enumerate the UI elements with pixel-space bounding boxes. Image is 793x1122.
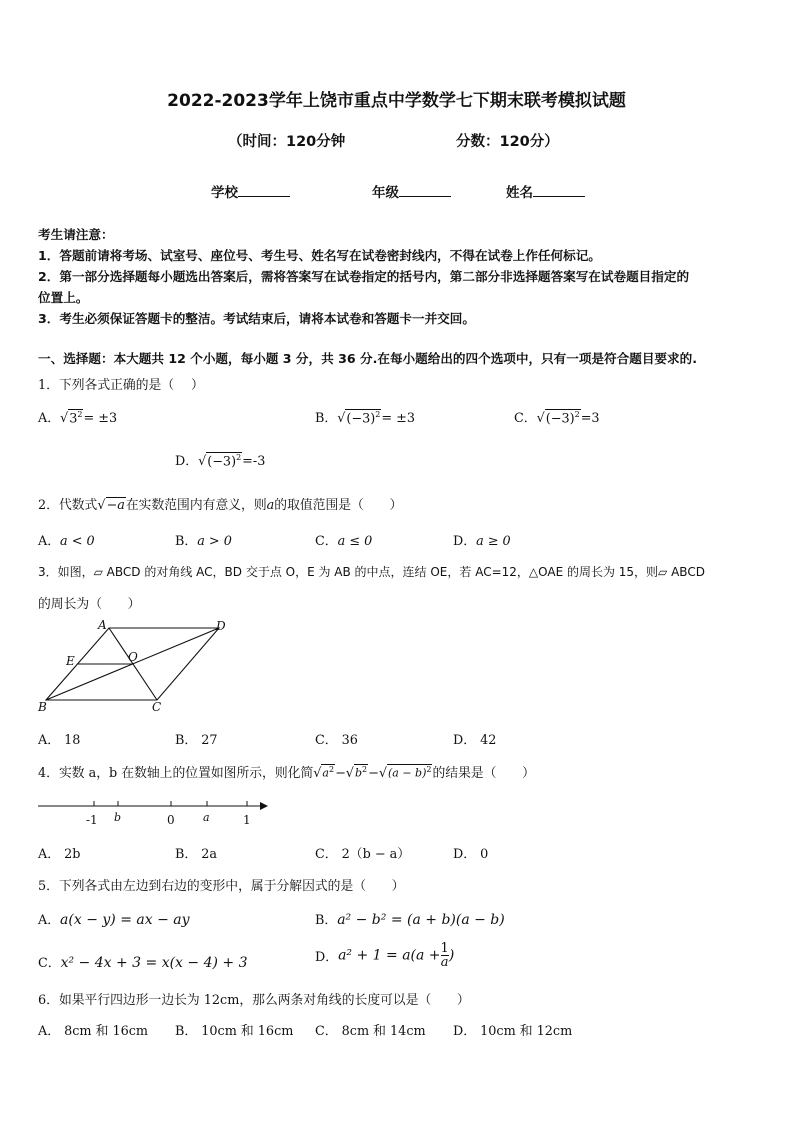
q3-stem-line-1: 3．如图，▱ ABCD 的对角线 AC，BD 交于点 O，E 为 AB 的中点，连结 OE，若 AC=12，△OAE 的周长为 15，则▱ ABCD [38,565,705,579]
tick-label-a: a [203,811,210,824]
q4-option-d[interactable]: D． 0 [453,847,489,862]
arrow-right-icon [260,802,268,810]
school-label: 学校 [211,185,238,201]
notice-heading: 考生请注意： [38,227,114,242]
label-o: O [128,650,138,664]
name-label: 姓名 [506,185,533,201]
label-c: C [152,700,162,714]
q1-option-d[interactable]: D．$√(-3)^2=-3$ [175,452,266,469]
q1-stem: 1．下列各式正确的是（ ） [38,378,204,393]
q1-option-c[interactable]: C．$√(-3)^2=3$ [514,409,600,426]
notice-line-2-cont: 位置上。 [38,290,89,305]
grade-field[interactable] [372,181,451,201]
q1-option-a[interactable]: A．$√3^2= \pm 3$ [38,409,118,426]
label-e: E [66,654,75,668]
section-heading: 一、选择题：本大题共 12 个小题，每小题 3 分，共 36 分.在每小题给出的四个选项中，只有一项是符合题目要求的. [38,351,698,366]
exam-score: 分数：120分） [456,134,559,150]
name-blank[interactable] [533,184,585,197]
q6-option-d[interactable]: D． 10cm 和 12cm [453,1024,573,1039]
school-field[interactable] [211,181,290,201]
q2-option-b[interactable]: B．a > 0 [175,534,232,549]
q5-stem: 5．下列各式由左边到右边的变形中，属于分解因式的是（ ） [38,879,405,894]
label-a: A [98,618,107,632]
q4-option-a[interactable]: A． 2b [38,847,81,862]
notice-line-2: 2．第一部分选择题每小题选出答案后，需将答案写在试卷指定的括号内，第二部分非选择题答案写在试卷题目指定的 [38,269,690,284]
q5-option-b[interactable]: B．a² − b² = (a + b)(a − b) [315,912,505,928]
q5-option-c[interactable]: C．x² − 4x + 3 = x(x − 4) + 3 [38,955,248,971]
grade-label: 年级 [372,185,399,201]
tick-label-minus-1: -1 [86,813,98,827]
exam-title: 2022-2023学年上饶市重点中学数学七下期末联考模拟试题 [167,91,626,111]
q3-option-d[interactable]: D． 42 [453,733,497,748]
school-blank[interactable] [238,184,290,197]
q1-option-b[interactable]: B．$√(-3)^2= \pm 3$ [315,409,415,426]
tick-label-b: b [114,811,122,824]
label-d: D [216,619,226,633]
q3-option-a[interactable]: A． 18 [38,733,81,748]
q6-stem: 6．如果平行四边形一边长为 12cm，那么两条对角线的长度可以是（ ） [38,993,470,1008]
q3-option-b[interactable]: B． 27 [175,733,218,748]
q2-stem: 2．代数式√−a在实数范围内有意义，则a的取值范围是（ ） [38,498,403,513]
exam-time: （时间：120分钟 [228,134,346,150]
q6-option-c[interactable]: C． 8cm 和 14cm [315,1024,426,1039]
grade-blank[interactable] [399,184,451,197]
q5-option-a[interactable]: A．a(x − y) = ax − ay [38,912,190,928]
tick-label-0: 0 [167,813,175,827]
q4-stem: 4．实数 a，b 在数轴上的位置如图所示，则化简$√a^2-√b^2-√(a - b)^2$的结果是（ ） [38,765,535,781]
q4-option-b[interactable]: B． 2a [175,847,218,862]
notice-line-3: 3．考生必须保证答题卡的整洁。考试结束后，请将本试卷和答题卡一并交回。 [38,311,475,326]
q4-option-c[interactable]: C． 2（b − a） [315,847,411,862]
q2-option-a[interactable]: A．a < 0 [38,534,95,549]
q3-stem-line-2: 的周长为（ ） [38,597,141,612]
name-field[interactable] [506,181,585,201]
notice-line-1: 1．答题前请将考场、试室号、座位号、考生号、姓名写在试卷密封线内，不得在试卷上作任何标记。 [38,248,601,263]
q5-option-d[interactable]: D．a² + 1 = a(a + $\frac{1}{a}$ ) [315,941,455,970]
label-b: B [38,700,47,714]
number-line-figure [36,794,272,830]
q6-option-a[interactable]: A． 8cm 和 16cm [38,1024,149,1039]
tick-label-1: 1 [243,813,251,827]
parallelogram-figure [36,618,232,716]
q2-option-c[interactable]: C．a ≤ 0 [315,534,373,549]
q6-option-b[interactable]: B． 10cm 和 16cm [175,1024,294,1039]
q3-option-c[interactable]: C． 36 [315,733,358,748]
q2-option-d[interactable]: D．a ≥ 0 [453,534,511,549]
